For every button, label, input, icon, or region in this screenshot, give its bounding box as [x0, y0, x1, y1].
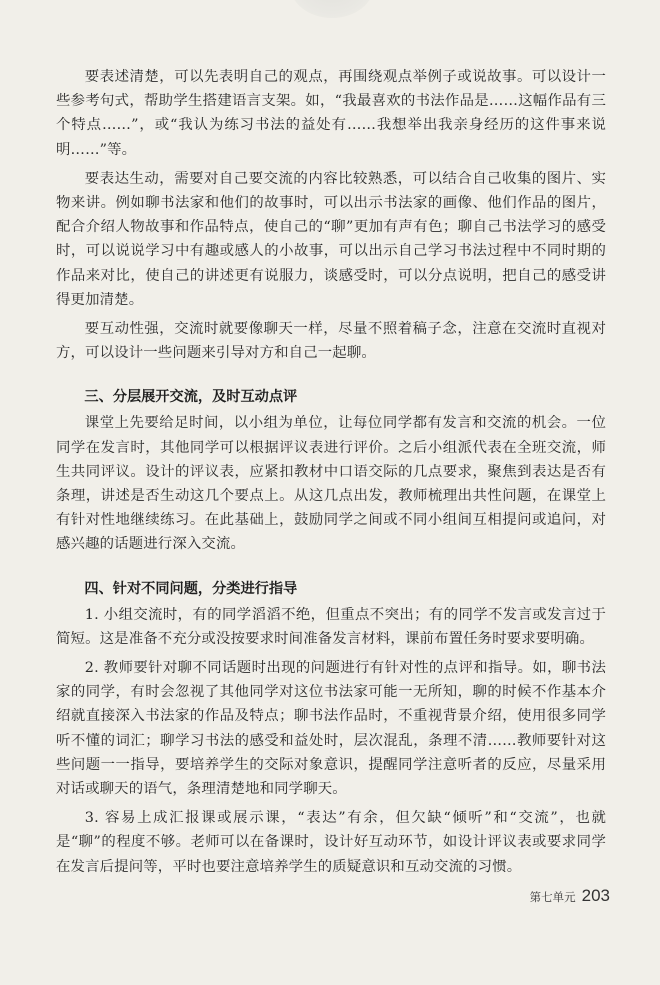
page-number: 203 [581, 886, 610, 905]
paragraph: 2. 教师要针对聊不同话题时出现的问题进行有针对性的点评和指导。如，聊书法家的同学，有时会忽视了其他同学对这位书法家可能一无所知，聊的时候不作基本介绍就直接深入书法家的作品及特点；聊书法作品时，不重视背景介绍，使用很多同学听不懂的词汇；聊学习书法的感受和益处时，层次混乱，条理不清……教师要针对这些问题一一指导，要培养学生的交际对象意识，提醒同学注意听者的反应，尽量采用对话或聊天的语气，条理清楚地和同学聊天。 [56, 660, 606, 798]
paragraph: 3. 容易上成汇报课或展示课，“表达”有余，但欠缺“倾听”和“交流”，也就是“聊”的程度不够。老师可以在备课时，设计好互动环节，如设计评议表或要求同学在发言后提问等，平时也要注意培养学生的质疑意识和互动交流的习惯。 [56, 810, 606, 875]
paragraph: 要表达生动，需要对自己要交流的内容比较熟悉，可以结合自己收集的图片、实物来讲。例如聊书法家和他们的故事时，可以出示书法家的画像、他们作品的图片，配合介绍人物故事和作品特点，使自己的“聊”更加有声有色；聊自己书法学习的感受时，可以说说学习中有趣或感人的小故事，可以出示自己学习书法过程中不同时期的作品来对比，使自己的讲述更有说服力，谈感受时，可以分点说明，把自己的感受讲得更加清楚。 [56, 170, 606, 308]
binding-hole-mark [290, 0, 374, 18]
paragraph: 课堂上先要给足时间，以小组为单位，让每位同学都有发言和交流的机会。一位同学在发言时，其他同学可以根据评议表进行评价。之后小组派代表在全班交流，师生共同评议。设计的评议表，应紧扣教材中口语交际的几点要求，聚焦到表达是否有条理，讲述是否生动这几个要点上。从这几点出发，教师梳理出共性问题，在课堂上有针对性地继续练习。在此基础上，鼓励同学之间或不同小组间互相提问或追问，对感兴趣的话题进行深入交流。 [56, 415, 606, 553]
page-footer [530, 886, 610, 906]
section-heading: 四、针对不同问题，分类进行指导 [84, 580, 298, 597]
page-body [56, 65, 606, 884]
paragraph: 要互动性强，交流时就要像聊天一样，尽量不照着稿子念，注意在交流时直视对方，可以设计一些问题来引导对方和自己一起聊。 [56, 321, 606, 362]
paragraph: 1. 小组交流时，有的同学滔滔不绝，但重点不突出；有的同学不发言或发言过于简短。这是准备不充分或没按要求时间准备发言材料，课前布置任务时要求要明确。 [56, 606, 606, 647]
section-heading: 三、分层展开交流，及时互动点评 [84, 389, 298, 406]
paragraph: 要表述清楚，可以先表明自己的观点，再围绕观点举例子或说故事。可以设计一些参考句式，帮助学生搭建语言支架。如，“我最喜欢的书法作品是……这幅作品有三个特点……”，或“我认为练习书法的益处有……我想举出我亲身经历的这件事来说明……”等。 [56, 69, 606, 158]
unit-label: 第七单元 [529, 890, 576, 904]
